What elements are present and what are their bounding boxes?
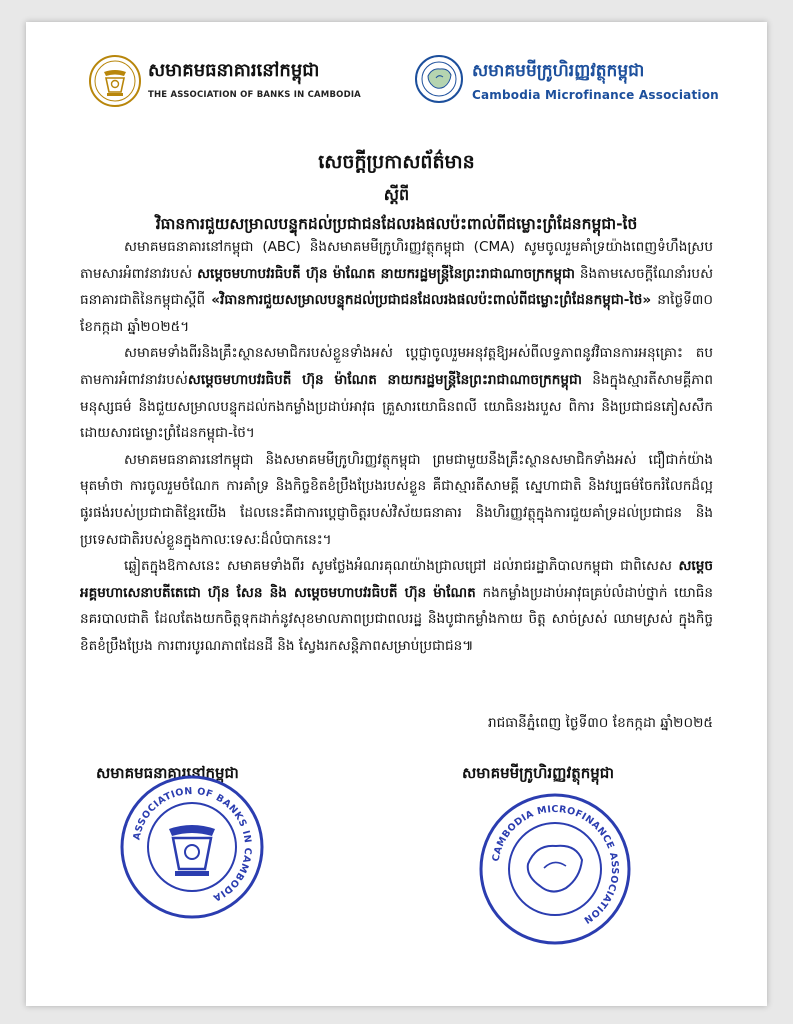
p1-text-e: នាថ្ងៃទី៣០ ខែកក្កដា ឆ្នាំ២០២៥។ bbox=[80, 292, 713, 335]
p1-text-a: សមាគមធនាគារនៅកម្ពុជា (ABC) និងសមាគមមីក្រូហិរញ្ញវត្ថុកម្ពុជា (CMA) សូមចូលរួមគាំទ្រយ៉ាងពេញទំហឹងស្របតាមសារអំពាវនាវរបស់ bbox=[80, 239, 713, 282]
date-line: រាជធានីភ្នំពេញ ថ្ងៃទី៣០ ខែកក្កដា ឆ្នាំ២០២៥ bbox=[487, 715, 713, 731]
abc-name-kh: សមាគមធនាគារនៅកម្ពុជា bbox=[148, 60, 320, 81]
abc-name-en: THE ASSOCIATION OF BANKS IN CAMBODIA bbox=[148, 90, 361, 100]
document-body bbox=[80, 234, 713, 660]
p2-text-a: សមាគមទាំងពីរនិងគ្រឹះស្ថានសមាជិករបស់ខ្លួនទាំងអស់ ប្តេជ្ញាចូលរួមអនុវត្តឱ្យអស់ពីលទ្ធភាពនូវវិធានការអនុគ្រោះ តបតាមការអំពាវនាវរបស់ bbox=[80, 345, 713, 388]
document-title-block bbox=[66, 150, 727, 237]
paragraph-2 bbox=[80, 340, 713, 446]
cma-logo-block bbox=[398, 52, 719, 112]
signature-label-cma: សមាគមមីក្រូហិរញ្ញវត្ថុកម្ពុជា bbox=[462, 764, 615, 782]
p2-text-c: និងក្នុងស្មារតីសាមគ្គីភាព មនុស្សធម៌ និងជួយសម្រាលបន្ទុកដល់កងកម្លាំងប្រដាប់អាវុធ គ្រួសារយោធិនពលី យោធិនរងរបួស ពិការ និងប្រជាជនភៀសសឹក ដោយសារជម្លោះព្រំដែនកម្ពុជា-ថៃ។ bbox=[80, 371, 713, 442]
abc-stamp-icon bbox=[119, 774, 265, 920]
title-subject: វិធានការជួយសម្រាលបន្ទុកដល់ប្រជាជនដែលរងផលប៉ះពាល់ពីជម្លោះព្រំដែនកម្ពុជា-ថៃ bbox=[155, 215, 638, 233]
title-regarding: ស្តីពី bbox=[383, 185, 410, 204]
cma-stamp-icon bbox=[478, 792, 632, 946]
paragraph-1 bbox=[80, 234, 713, 340]
p1-text-c: និងតាមសេចក្តីណែនាំរបស់ធនាគារជាតិនៃកម្ពុជាស្តីពី bbox=[80, 265, 714, 309]
p4-bold-leaders: សម្តេចអគ្គមហាសេនាបតីតេជោ ហ៊ុន សែន និង សម្តេចមហាបវរធិបតី ហ៊ុន ម៉ាណែត bbox=[80, 558, 713, 601]
paragraph-3 bbox=[80, 447, 713, 553]
abc-emblem-icon bbox=[88, 54, 142, 108]
p1-bold-pm: សម្តេចមហាបវរធិបតី ហ៊ុន ម៉ាណែត នាយករដ្ឋមន្ត្រីនៃព្រះរាជាណាចក្រកម្ពុជា bbox=[197, 265, 576, 282]
document-page bbox=[26, 22, 767, 1006]
p4-text-a: ឆ្លៀតក្នុងឱកាសនេះ សមាគមទាំងពីរ សូមថ្លែងអំណរគុណយ៉ាងជ្រាលជ្រៅ ដល់រាជរដ្ឋាភិបាលកម្ពុជា ជាពិសេស bbox=[124, 558, 679, 575]
cma-stamp-text: CAMBODIA MICROFINANCE ASSOCIATION bbox=[490, 803, 621, 926]
cma-map-emblem-icon bbox=[414, 54, 464, 104]
p4-text-c: កងកម្លាំងប្រដាប់អាវុធគ្រប់លំដាប់ថ្នាក់ យោធិន នគរបាលជាតិ ដែលតែងយកចិត្តទុកដាក់នូវសុខមាលភាពប្រជាពលរដ្ឋ និងបូជាកម្លាំងកាយ ចិត្ត សាច់ស្រស់ ឈាមស្រស់ ក្នុងកិច្ចខិតខំប្រឹងប្រែង ការពារបូរណភាពដែនដី និង ស្វែងរកសន្តិភាពសម្រាប់ប្រជាជន៕ bbox=[80, 584, 713, 654]
p1-bold-measures: «វិធានការជួយសម្រាលបន្ទុកដល់ប្រជាជនដែលរងផលប៉ះពាល់ពីជម្លោះព្រំដែនកម្ពុជា-ថៃ» bbox=[211, 292, 652, 309]
title-press-release: សេចក្តីប្រកាសព័ត៌មាន bbox=[318, 151, 475, 173]
abc-logo-block bbox=[88, 52, 388, 112]
signature-label-abc: សមាគមធនាគារនៅកម្ពុជា bbox=[96, 764, 239, 782]
cma-name-en: Cambodia Microfinance Association bbox=[472, 88, 719, 102]
p3-text-a: សមាគមធនាគារនៅកម្ពុជា និងសមាគមមីក្រូហិរញ្ញវត្ថុកម្ពុជា ព្រមជាមួយនឹងគ្រឹះស្ថានសមាជិកទាំងអស់ ជឿជាក់យ៉ាងមុតមាំថា ការចូលរួមចំណែក ការគាំទ្រ និងកិច្ចខិតខំប្រឹងប្រែងរបស់ខ្លួន គឺជាស្មារតីសាមគ្គី ស្នេហាជាតិ និងវប្បធម៌ចែករំលែកដ៏ល្អផូរផង់របស់ប្រជាជាតិខ្មែរយើង ដែលនេះគឺជាការប្តេជ្ញាចិត្តរបស់វិស័យធនាគារ និងហិរញ្ញវត្ថុក្នុងការជួយគាំទ្រដល់ប្រជាជន និងប្រទេសជាតិរបស់ខ្លួនក្នុងកាលៈទេសៈដ៏លំបាកនេះ។ bbox=[80, 451, 713, 548]
cma-name-kh: សមាគមមីក្រូហិរញ្ញវត្ថុកម្ពុជា bbox=[472, 61, 645, 81]
paragraph-4 bbox=[80, 553, 713, 659]
p2-bold-pm: សម្តេចមហាបវរធិបតី ហ៊ុន ម៉ាណែត នាយករដ្ឋមន្ត្រីនៃព្រះរាជាណាចក្រកម្ពុជា bbox=[187, 371, 582, 388]
abc-stamp-text: ASSOCIATION OF BANKS IN CAMBODIA bbox=[131, 785, 254, 904]
letterhead bbox=[88, 52, 719, 112]
